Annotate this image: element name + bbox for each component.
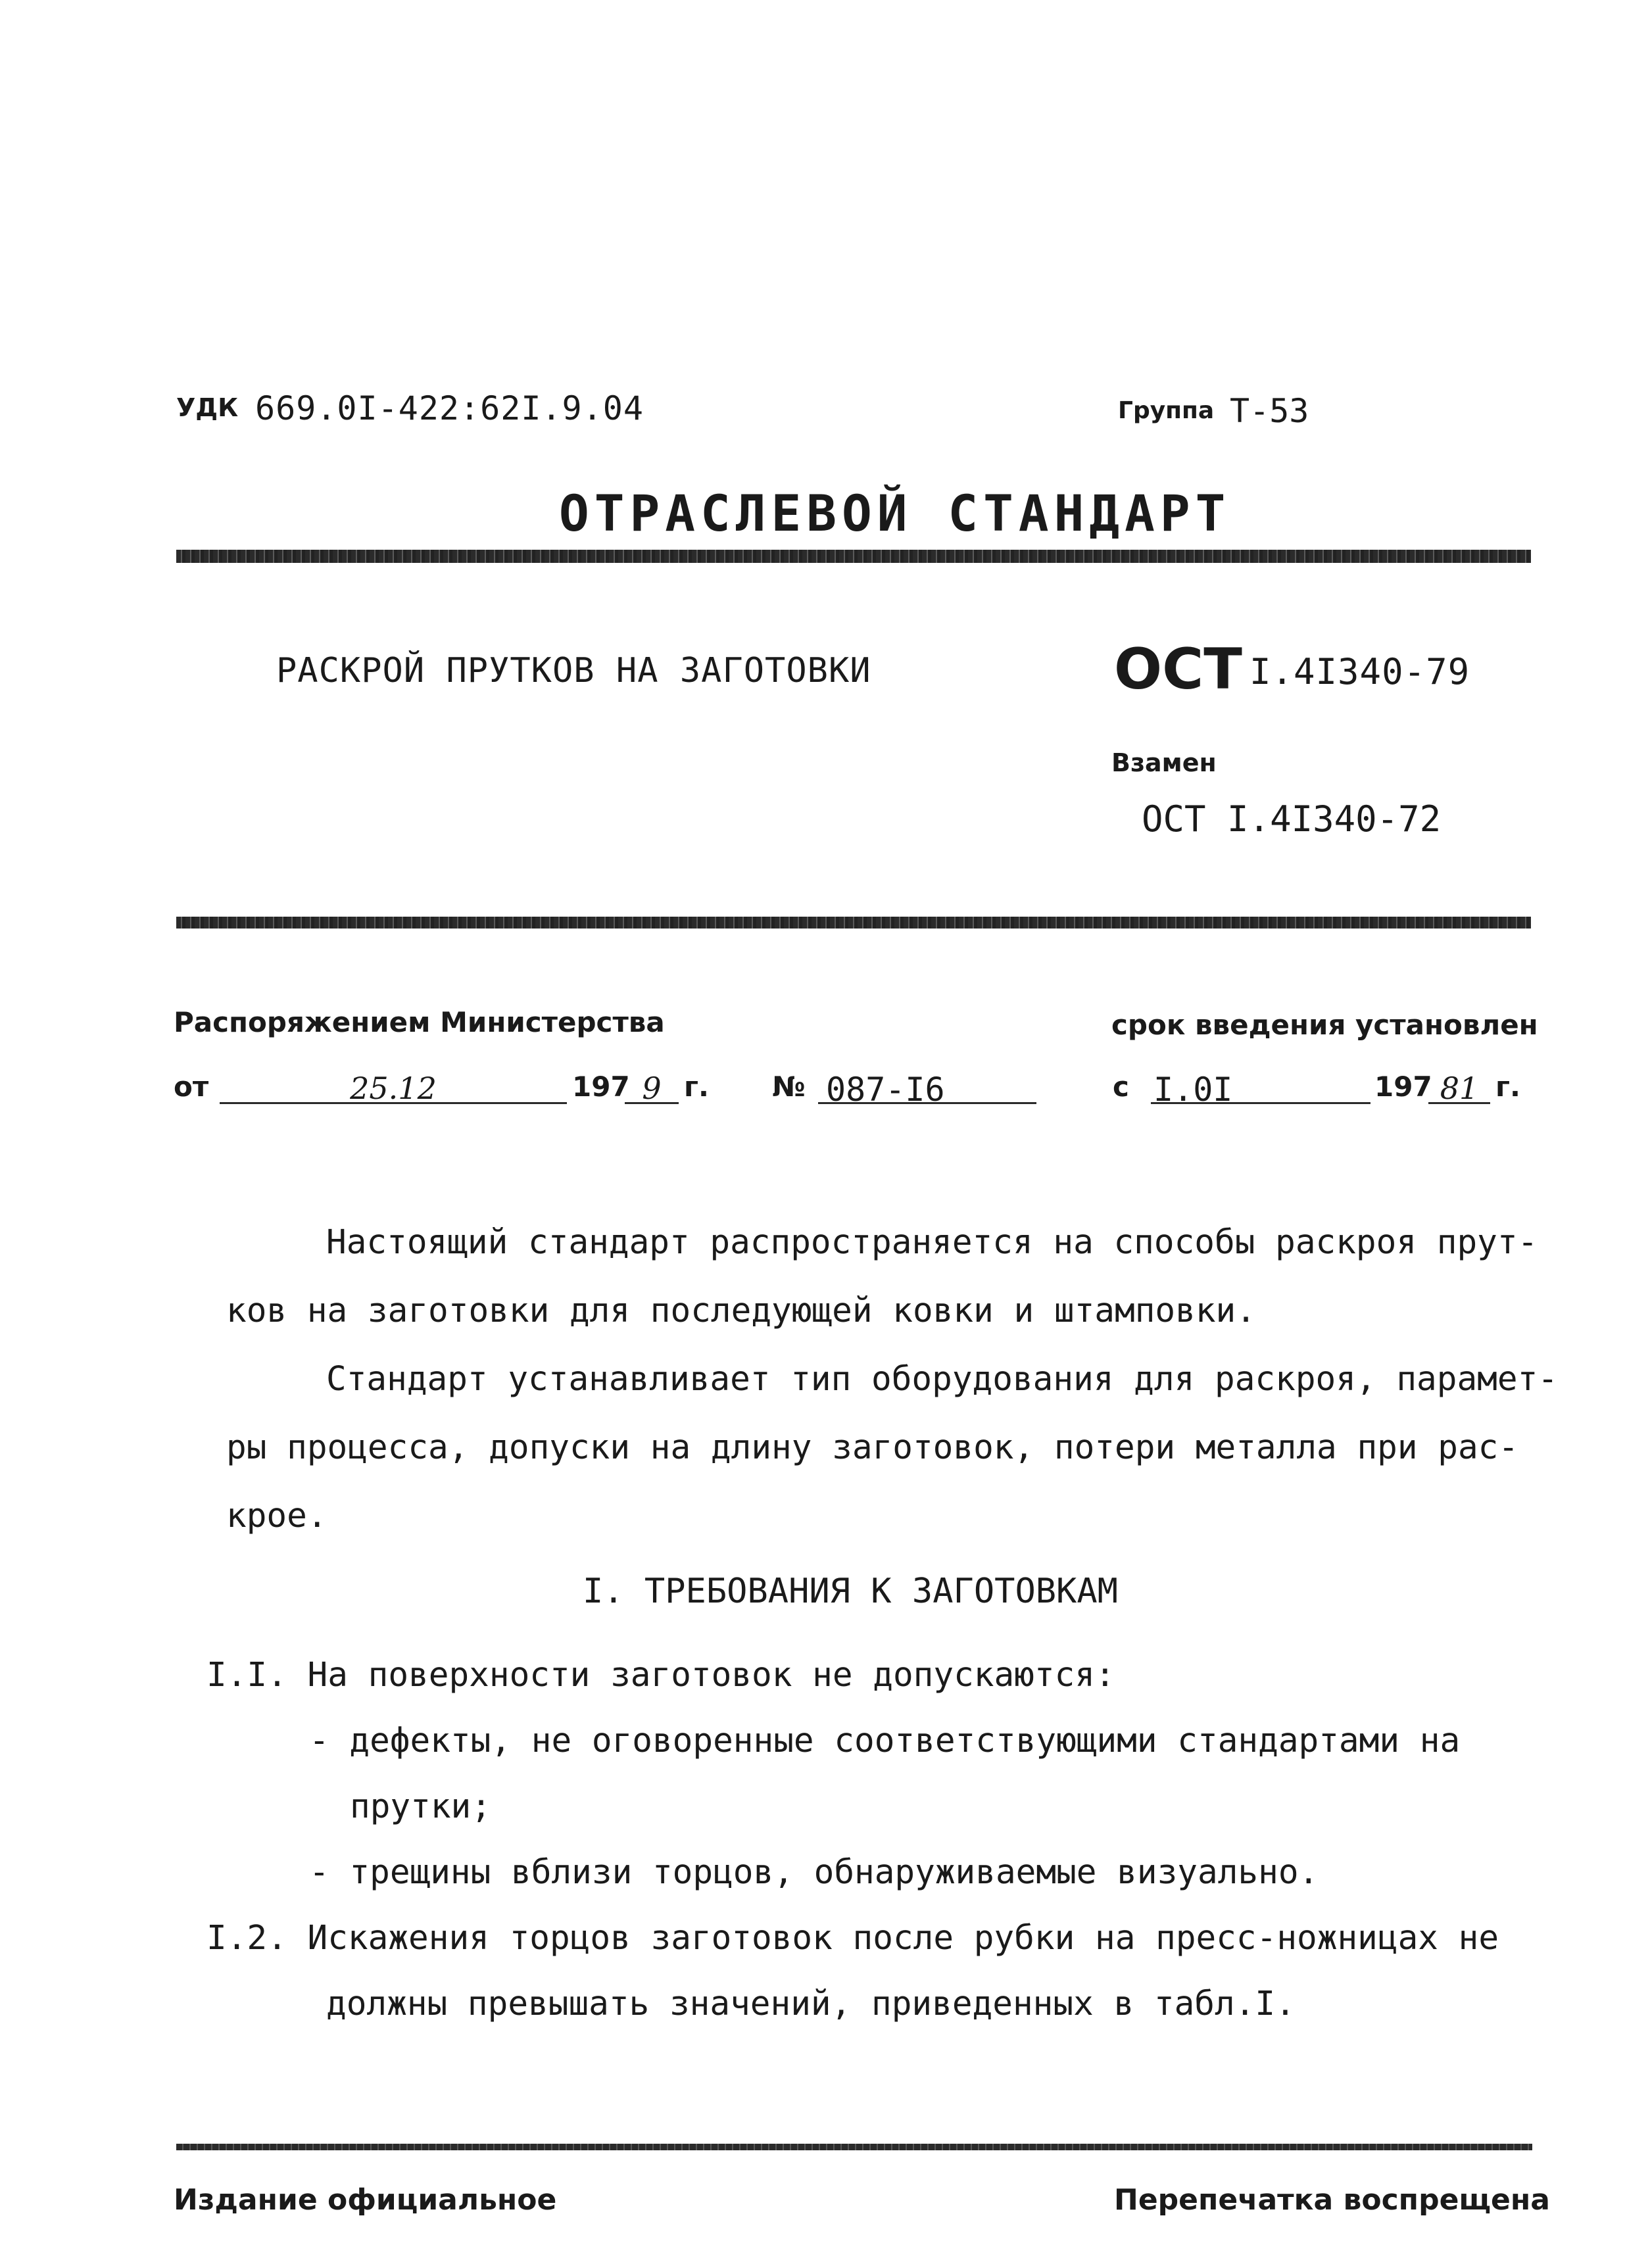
intro-line-4: ры процесса, допуски на длину заготовок, потери металла при рас- [226, 1428, 1519, 1467]
effective-date-field [1151, 1071, 1370, 1109]
order-number-field [818, 1071, 1036, 1109]
header-divider [176, 917, 1531, 929]
title-divider [176, 550, 1531, 563]
order-year-digit: 9 [642, 1071, 662, 1106]
order-from-label: от [174, 1071, 209, 1103]
clause-1-1: I.I. На поверхности заготовок не допускаются: [206, 1656, 1115, 1695]
standard-subject: РАСКРОЙ ПРУТКОВ НА ЗАГОТОВКИ [276, 651, 871, 690]
order-date-field [220, 1071, 567, 1104]
effective-year-digit: 81 [1440, 1071, 1479, 1106]
section-title: I. ТРЕБОВАНИЯ К ЗАГОТОВКАМ [583, 1572, 1118, 1611]
clause-1-1-item-a-cont: прутки; [350, 1787, 491, 1826]
ost-number: I.4I340-79 [1249, 651, 1470, 692]
clause-1-1-item-a: - дефекты, не оговоренные соответствующими стандартами на [309, 1722, 1461, 1760]
page-title: ОТРАСЛЕВОЙ СТАНДАРТ [559, 484, 1231, 543]
edition-note: Издание официальное [174, 2183, 557, 2217]
reprint-note: Перепечатка воспрещена [1114, 2183, 1550, 2217]
intro-line-1: Настоящий стандарт распространяется на способы раскроя прут- [326, 1223, 1538, 1262]
effective-from-label: с [1113, 1071, 1129, 1103]
order-label: Распоряжением Министерства [174, 1006, 665, 1038]
effective-year-field [1428, 1071, 1490, 1104]
ost-label: ОСТ [1114, 637, 1242, 702]
effective-year-prefix: 197 [1374, 1071, 1432, 1103]
effective-date: I.0I [1153, 1071, 1233, 1109]
effective-label: срок введения установлен [1111, 1009, 1538, 1041]
group-label: Группа [1118, 397, 1215, 424]
order-year-prefix: 197 [572, 1071, 630, 1103]
clause-1-2: I.2. Искажения торцов заготовок после рубки на пресс-ножницах не [206, 1919, 1499, 1958]
replace-label: Взамен [1111, 748, 1217, 777]
order-year-suffix: г. [684, 1071, 709, 1103]
intro-line-2: ков на заготовки для последующей ковки и штамповки. [226, 1291, 1256, 1330]
footer-divider [176, 2144, 1532, 2150]
intro-line-3: Стандарт устанавливает тип оборудования для раскроя, парамет- [326, 1360, 1558, 1399]
effective-year-suffix: г. [1495, 1071, 1520, 1103]
order-year-field [625, 1071, 679, 1104]
clause-1-2-cont: должны превышать значений, приведенных в табл.I. [326, 1985, 1296, 2023]
clause-1-1-item-b: - трещины вблизи торцов, обнаруживаемые визуально. [309, 1853, 1319, 1892]
order-number-label: № [772, 1071, 806, 1103]
udk-code: 669.0I-422:62I.9.04 [255, 389, 644, 427]
udk-label: УДК [176, 393, 239, 422]
group-code: Т-53 [1230, 392, 1309, 430]
replace-value: ОСТ I.4I340-72 [1142, 798, 1442, 840]
intro-line-5: крое. [226, 1497, 327, 1535]
order-number: 087-I6 [826, 1071, 945, 1109]
order-date: 25.12 [350, 1071, 437, 1106]
